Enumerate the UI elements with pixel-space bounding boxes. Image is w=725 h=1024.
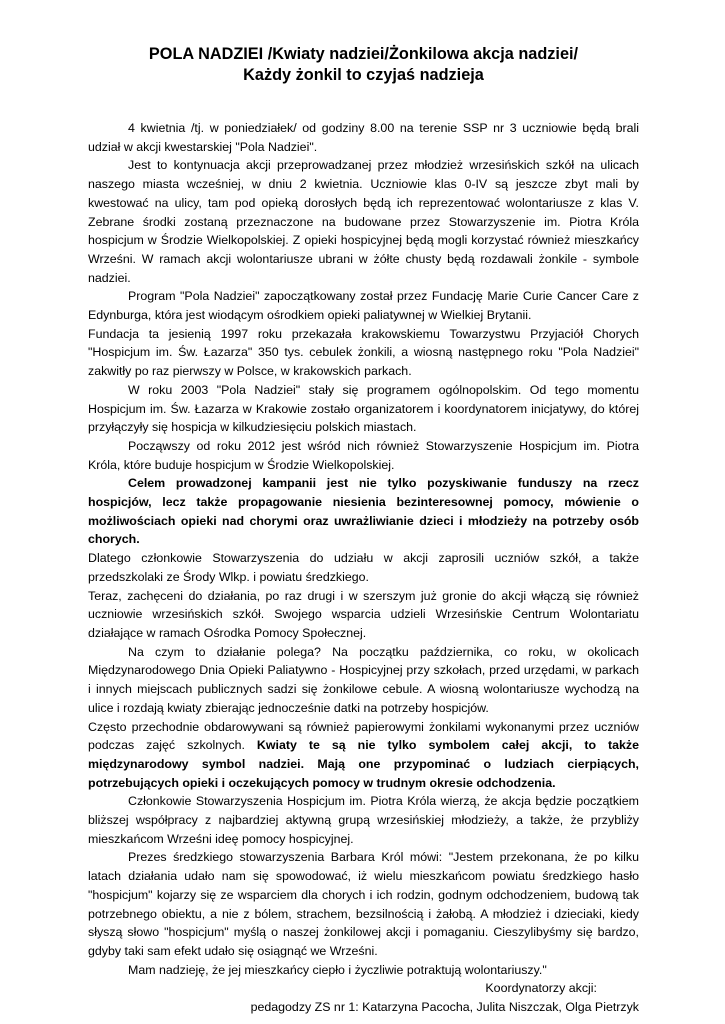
- paragraph-mixed: [88, 718, 639, 793]
- coordinators-names: pedagodzy ZS nr 1: Katarzyna Pacocha, Julita Niszczak, Olga Pietrzyk: [250, 1000, 639, 1015]
- title-line-1: POLA NADZIEI /Kwiaty nadziei/Żonkilowa akcja nadziei/: [148, 45, 579, 63]
- paragraph: Fundacja ta jesienią 1997 roku przekazała krakowskiemu Towarzystwu Przyjaciół Chorych "Hospicjum im. Św. Łazarza" 350 tys. cebulek żonkili, a wiosną następnego roku "Pola Nadziei" zakwitły po raz pierwszy w Polsce, w krakowskich parkach.: [88, 326, 639, 379]
- paragraph: Dlatego członkowie Stowarzyszenia do udziału w akcji zaprosili uczniów szkół, a także przedszkolaki ze Środy Wlkp. i powiatu średzkiego.: [88, 551, 639, 584]
- paragraph: W roku 2003 "Pola Nadziei" stały się programem ogólnopolskim. Od tego momentu Hospicjum im. Św. Łazarza w Krakowie zostało organizatorem i koordynatorem inicjatywy, do której przyłączyły się hospicja w kilkudziesięciu polskich miastach.: [88, 382, 639, 435]
- paragraph: Prezes średzkiego stowarzyszenia Barbara Król mówi: "Jestem przekonana, że po kilku latach działania udało nam się spowodować, iż wielu mieszkańcom powiatu średzkiego hasło "hospicjum" kojarzy się ze wsparciem dla chorych i ich rodzin, godnym odchodzeniem, budową tak potrzebnego obiektu, a nie z bólem, strachem, bezsilnością i żałobą. A młodzież i dzieciaki, kiedy słyszą słowo "hospicjum" myślą o naszej żonkilowej akcji i pomaganiu. Cieszylibyśmy się bardzo, gdyby taki sam efekt udało się osiągnąć we Wrześni.: [88, 850, 639, 958]
- paragraph: Jest to kontynuacja akcji przeprowadzanej przez młodzież wrzesińskich szkół na ulicach naszego miasta wcześniej, w dniu 2 kwietnia. Uczniowie klas 0-IV są jeszcze zbyt mali by kwestować na ulicy, tam pod opieką dorosłych będą ich reprezentować wolontariusze z klas V. Zebrane środki zostaną przeznaczone na budowane przez Stowarzyszenie im. Piotra Króla hospicjum w Środzie Wielkopolskiej. Z opieki hospicyjnej będą mogli korzystać również mieszkańcy Wrześni. W ramach akcji wolontariusze ubrani w żółte chusty będą rozdawali żonkile - symbole nadziei.: [88, 158, 639, 285]
- title-line-2: Każdy żonkil to czyjaś nadzieja: [243, 66, 484, 84]
- article-body: [88, 119, 639, 979]
- paragraph-bold: [88, 474, 639, 549]
- bold-text: Kwiaty te są nie tylko symbolem całej akcji, to także międzynarodowy symbol nadziei. Mają one przypominać o ludziach cierpiących, potrzebujących opieki i oczekujących pomocy w trudnym okresie odchodzenia.: [88, 738, 640, 790]
- paragraph: 4 kwietnia /tj. w poniedziałek/ od godziny 8.00 na terenie SSP nr 3 uczniowie będą brali udział w akcji kwestarskiej "Pola Nadziei".: [88, 121, 639, 154]
- paragraph: Członkowie Stowarzyszenia Hospicjum im. Piotra Króla wierzą, że akcja będzie początkiem bliższej współpracy z najbardziej aktywną grupą wrzesińskiej młodzieży, a także, że przybliży mieszkańcom Wrześni ideę pomocy hospicyjnej.: [88, 794, 639, 846]
- paragraph: Począwszy od roku 2012 jest wśród nich również Stowarzyszenie Hospicjum im. Piotra Króla, które buduje hospicjum w Środzie Wielkopolskiej.: [88, 438, 639, 472]
- normal-text: Często przechodnie obdarowywani są również papierowymi żonkilami wykonanymi przez uczniów podczas zajęć szkolnych.: [88, 719, 639, 753]
- signature-block: [88, 979, 639, 1016]
- paragraph: Teraz, zachęceni do działania, po raz drugi i w szerszym już gronie do akcji włączą się również uczniowie wrzesińskich szkół. Swojego wsparcia udzieli Wrzesińskie Centrum Wolontariatu działające w ramach Ośrodka Pomocy Społecznej.: [88, 588, 639, 640]
- bold-text: Celem prowadzonej kampanii jest nie tylko pozyskiwanie funduszy na rzecz hospicjów, lecz także propagowanie niesienia bezinteresownej pomocy, mówienie o możliwościach opieki nad chorymi oraz uwrażliwianie dzieci i młodzieży na potrzeby osób chorych.: [88, 476, 639, 547]
- page-title: [88, 44, 639, 86]
- coordinators-label: Koordynatorzy akcji:: [485, 981, 597, 996]
- paragraph: Program "Pola Nadziei" zapoczątkowany został przez Fundację Marie Curie Cancer Care z Edynburga, która jest wiodącym ośrodkiem opieki paliatywnej w Wielkiej Brytanii.: [88, 289, 639, 323]
- paragraph: Na czym to działanie polega? Na początku października, co roku, w okolicach Międzynarodowego Dnia Opieki Paliatywno - Hospicyjnej przy szkołach, przed urzędami, w parkach i innych miejscach publicznych sadzi się żonkilowe cebule. A wiosną wolontariusze wychodzą na ulice i rozdają kwiaty zbierając jednocześnie datki na potrzeby hospicjów.: [88, 644, 639, 715]
- paragraph: Mam nadzieję, że jej mieszkańcy ciepło i życzliwie potraktują wolontariuszy.": [128, 962, 547, 977]
